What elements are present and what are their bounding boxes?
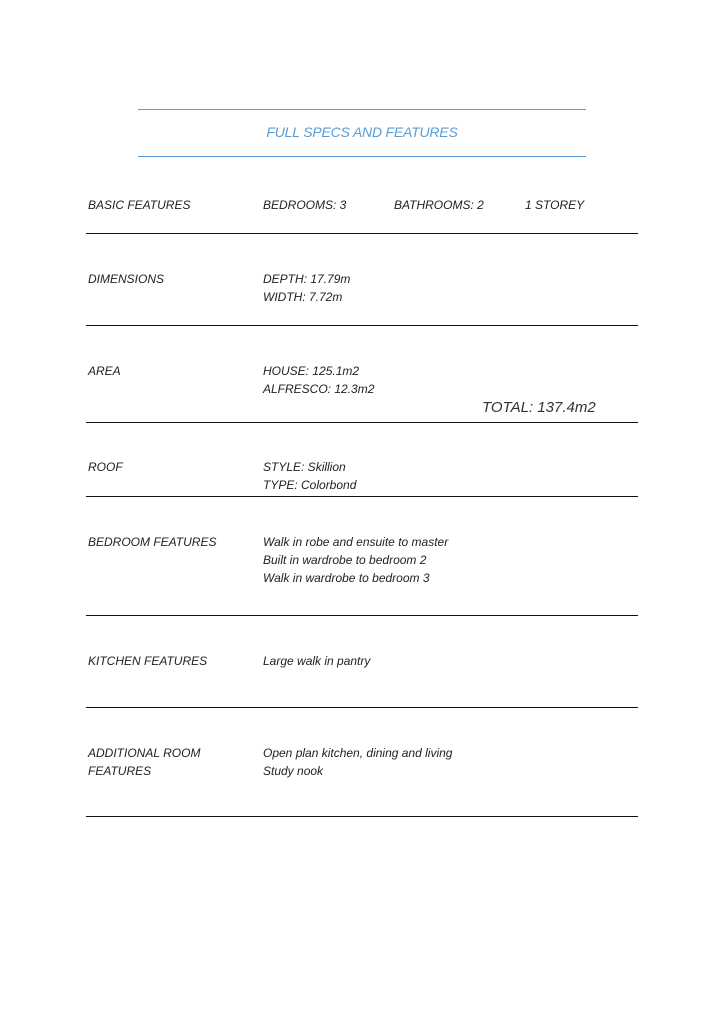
section-divider [86,816,638,817]
section-divider [86,325,638,326]
section-divider [86,233,638,234]
additional-feature-item: Open plan kitchen, dining and living [263,746,453,760]
roof-label: ROOF [88,460,123,474]
dimensions-label: DIMENSIONS [88,272,165,286]
kitchen-features-label: KITCHEN FEATURES [88,654,208,668]
width-value: WIDTH: 7.72m [263,290,343,304]
section-divider [86,422,638,423]
additional-features-label-line1: ADDITIONAL ROOM [88,746,201,760]
total-area-value: TOTAL: 137.4m2 [482,399,596,416]
bedroom-features-label: BEDROOM FEATURES [88,535,217,549]
bathrooms-value: BATHROOMS: 2 [394,198,484,212]
bedroom-feature-item: Walk in wardrobe to bedroom 3 [263,571,430,585]
section-divider [86,496,638,497]
roof-style-value: STYLE: Skillion [263,460,346,474]
additional-feature-item: Study nook [263,764,324,778]
basic-features-label: BASIC FEATURES [88,198,191,212]
area-label: AREA [88,364,121,378]
alfresco-area-value: ALFRESCO: 12.3m2 [263,382,375,396]
section-divider [86,707,638,708]
title-bottom-rule [138,156,586,157]
storey-value: 1 STOREY [525,198,585,212]
bedrooms-value: BEDROOMS: 3 [263,198,347,212]
bedroom-feature-item: Walk in robe and ensuite to master [263,535,449,549]
kitchen-feature-item: Large walk in pantry [263,654,371,668]
page-title: FULL SPECS AND FEATURES [266,124,458,140]
roof-type-value: TYPE: Colorbond [263,478,357,492]
section-divider [86,615,638,616]
title-top-rule [138,109,586,110]
additional-features-label-line2: FEATURES [88,764,152,778]
depth-value: DEPTH: 17.79m [263,272,351,286]
house-area-value: HOUSE: 125.1m2 [263,364,360,378]
bedroom-feature-item: Built in wardrobe to bedroom 2 [263,553,427,567]
